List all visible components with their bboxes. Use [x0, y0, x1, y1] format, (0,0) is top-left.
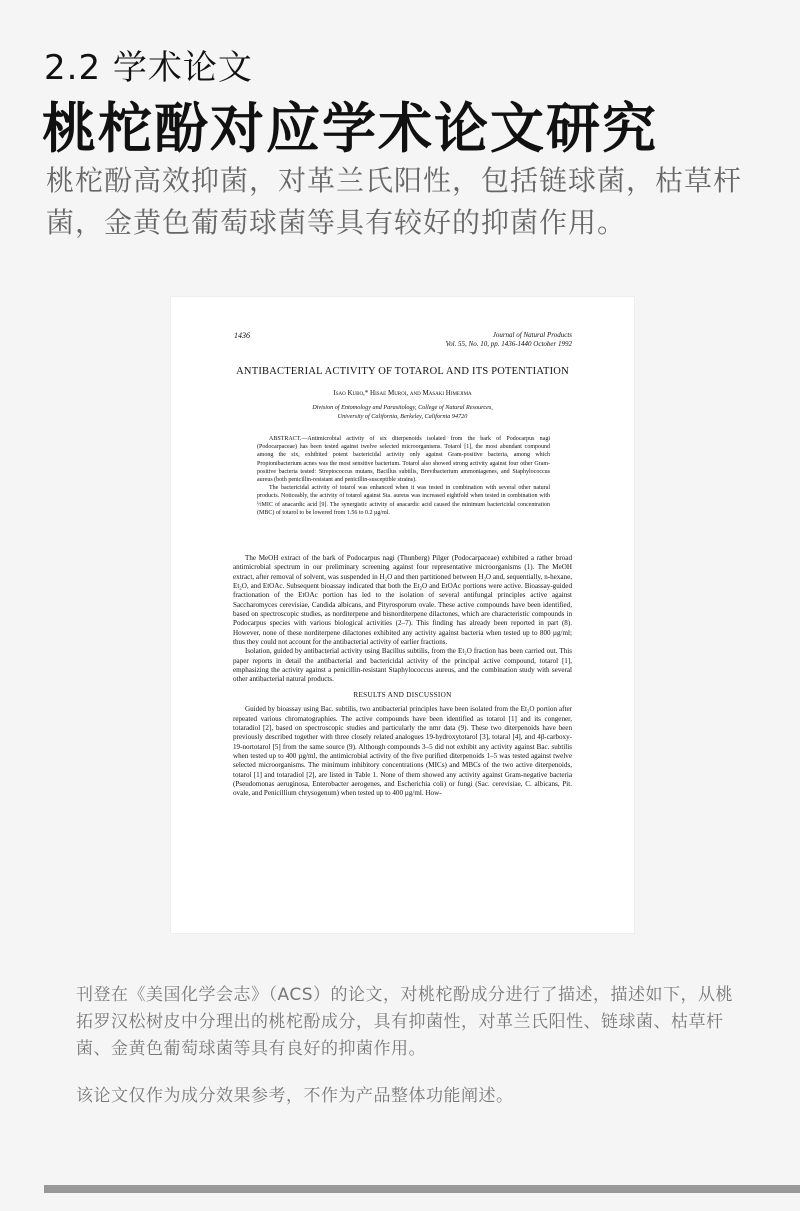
paper-title: ANTIBACTERIAL ACTIVITY OF TOTAROL AND ITS POTENTIATION: [236, 366, 569, 377]
page-title: 桃柁酚对应学术论文研究: [42, 97, 658, 160]
paper-affiliation: [231, 403, 574, 421]
abstract-paragraph: ABSTRACT.—Antimicrobial activity of six diterpenoids isolated from the bark of Podocarpus nagi (Podocarpaceae) has been tested against twelve selected microorganisms. Totarol [1], the most abundant compound among the six, exhibited potent bactericidal activity only against Gram-positive bacteria, among which Propionibacterium acnes was the most sensitive bacterium. Totarol also showed strong activity against four other Gram-positive bacteria tested: Streptococcus mutans, Bacillus subtilis, Brevibacterium ammoniagenes, and Staphylococcus aureus (both penicillin-resistant and penicillin-susceptible strains).: [257, 436, 550, 484]
caption: [76, 982, 736, 1110]
abstract-paragraph: The bactericidal activity of totarol was enhanced when it was tested in combination with several other natural products. Noticeably, the activity of totarol against Sta. aureus was increased eightfold when tested in combination with ½MIC of anacardic acid [9]. The synergistic activity of anacardic acid caused the minimum bactericidal concentration (MBC) of totarol to be lowered from 1.56 to 0.2 µg/ml.: [257, 485, 550, 516]
body-paragraph: Guided by bioassay using Bac. subtilis, two antibacterial principles have been isolated from the Et₂O portion after repeated various chromatographies. The active compounds have been identified as totarol [1] and its congener, totaradiol [2], based on spectroscopic studies and particularly the nmr data (9). These two diterpenoids have been previously described together with three closely related analogues 19-hydroxytotarol [3], totaral [4], and 4β-carboxy-19-nortotarol [5] from the same source (9). Although compounds 3–5 did not exhibit any activity against Bac. subtilis when tested up to 400 µg/ml, the antimicrobial activity of the five purified diterpenoids 1–5 was tested against twelve selected microorganisms. The minimum inhibitory concentrations (MICs) and MBCs of the two active diterpenoids, totarol [1] and totaradiol [2], are listed in Table 1. None of them showed any activity against Gram-negative bacteria (Pseudomonas aeruginosa, Enterobacter aerogenes, and Escherichia coli) or fungi (Sac. cerevisiae, C. albicans, Pit. ovale, and Penicillium chrysogenum) when tested up to 400 µg/ml. How-: [233, 705, 572, 798]
paper-image: [171, 297, 634, 933]
journal-volume: Vol. 55, No. 10, pp. 1436-1440 October 1992: [445, 340, 572, 348]
paper-page-number: 1436: [234, 331, 250, 340]
bottom-divider: [44, 1185, 800, 1193]
body-paragraph: The MeOH extract of the bark of Podocarpus nagi (Thunberg) Pilger (Podocarpaceae) exhibited a rather broad antimicrobial spectrum in our preliminary screening against four representative microorganisms (1). The MeOH extract, after removal of solvent, was suspended in H₂O and then partitioned between H₂O and, sequentially, n-hexane, Et₂O, and EtOAc. Subsequent bioassay indicated that both the Et₂O and EtOAc portions were active. Bioassay-guided fractionation of the EtOAc portion has led to the isolation of several antifungal principles active against Saccharomyces cerevisiae, Candida albicans, and Pityrosporum ovale. These active compounds have been identified, based on spectroscopic studies, as norditerpene and bisnorditerpene dilactones, which are characteristic compounds in Podocarpus species with various biological activities (2–7). This finding has already been reported in part (8). However, none of these norditerpene dilactones exhibited any activity against bacteria when tested up to 800 µg/ml; thus they could not account for the antibacterial activity of earlier fractions.: [233, 554, 572, 647]
paper-abstract: [257, 435, 550, 517]
affiliation-line: Division of Entomology and Parasitology, College of Natural Resources,: [312, 404, 493, 411]
affiliation-line: University of California, Berkeley, California 94720: [337, 413, 468, 420]
caption-text: 刊登在《美国化学会志》（ACS）的论文，对桃柁酚成分进行了描述，描述如下，从桃拓罗汉松树皮中分理出的桃柁酚成分，具有抑菌性，对革兰氏阳性、链球菌、枯草杆菌、金黄色葡萄球菌等具有良好的抑菌作用。: [76, 985, 733, 1059]
paper-journal-info: [372, 331, 572, 349]
page-subtitle: 桃柁酚高效抑菌，对革兰氏阳性，包括链球菌，枯草杆菌，金黄色葡萄球菌等具有较好的抑菌作用。: [46, 164, 743, 239]
body-paragraph: Isolation, guided by antibacterial activity using Bacillus subtilis, from the Et₂O fraction has been carried out. This paper reports in detail the antibacterial and bactericidal activity of the principal active compound, totarol [1], emphasizing the activity against a penicillin-resistant Staphylococcus aureus, and the combination study with several other antibacterial natural products.: [233, 647, 572, 684]
journal-name: Journal of Natural Products: [492, 331, 572, 339]
section-heading: RESULTS AND DISCUSSION: [353, 690, 452, 699]
paper-authors: Isao Kubo,* Hisae Muroi, and Masaki Himejima: [333, 389, 472, 397]
section-label: 2.2 学术论文: [44, 48, 253, 88]
paper-body: [233, 554, 572, 799]
caption-note: 该论文仅作为成分效果参考，不作为产品整体功能阐述。: [76, 1086, 514, 1106]
